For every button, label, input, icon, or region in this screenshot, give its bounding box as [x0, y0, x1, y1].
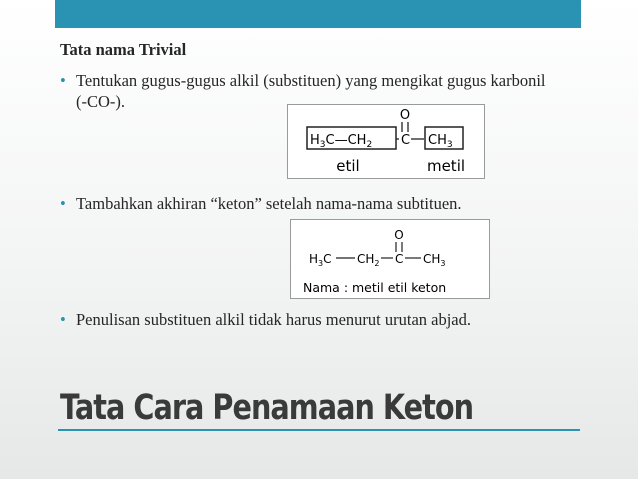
compound-name-caption: Nama : metil etil keton: [303, 280, 447, 295]
bullet-text: Penulisan substituen alkil tidak harus menurut urutan abjad.: [76, 310, 472, 329]
label-etil: etil: [336, 157, 360, 175]
methyl-group-label: $CH_3$: [428, 133, 453, 150]
svg-text:CH3: $CH_3$: [423, 252, 446, 268]
bullet-item-3: [60, 309, 560, 330]
bullet-marker: •: [60, 71, 66, 90]
carbonyl-carbon: C: [401, 133, 411, 148]
svg-text:C: C: [395, 252, 404, 266]
oxygen-atom: O: [394, 228, 404, 242]
bullet-marker: •: [60, 194, 66, 213]
slide-title: Tata Cara Penamaan Keton: [60, 388, 474, 428]
structural-formula: $H_3C$: [309, 252, 332, 268]
label-metil: metil: [426, 157, 466, 175]
svg-text:CH2: $CH_2$: [357, 252, 380, 268]
bullet-text: Tentukan gugus-gugus alkil (substituen) yang mengikat gugus karbonil (-CO-).: [76, 71, 546, 111]
title-underline: [58, 429, 580, 431]
section-heading: Tata nama Trivial: [60, 40, 187, 59]
ketone-structure-diagram: [288, 105, 484, 178]
bullet-text: Tambahkan akhiran “keton” setelah nama-nama subtituen.: [76, 194, 462, 213]
oxygen-atom: O: [399, 108, 411, 123]
ethyl-group-label: $H_3C—CH_2$: [310, 133, 373, 150]
metil-etil-keton-figure: [290, 219, 490, 299]
ketone-name-diagram: [291, 220, 489, 298]
top-accent-bar: [55, 0, 581, 28]
bullet-item-2: [60, 193, 520, 214]
bullet-marker: •: [60, 310, 66, 329]
etil-metil-structure-figure: [287, 104, 485, 179]
